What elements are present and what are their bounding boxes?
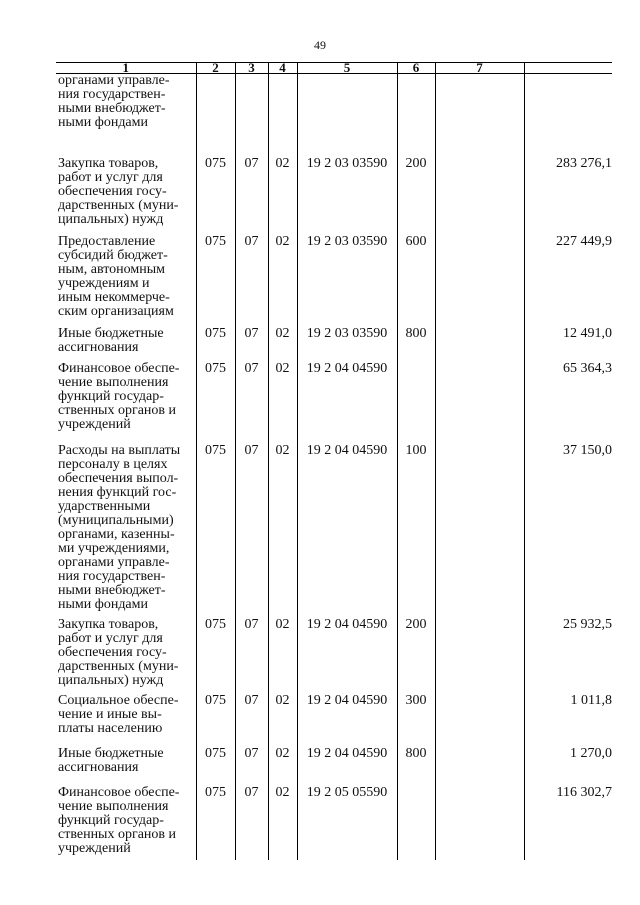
ministry-code-cell: 075 xyxy=(196,321,235,356)
ministry-code-cell: 075 xyxy=(196,780,235,860)
row-name-line: ципальных) нужд xyxy=(58,672,164,688)
expense-type-cell: 200 xyxy=(397,151,435,229)
target-article-cell: 19 2 04 04590 xyxy=(297,438,397,612)
ministry-code-cell: 075 xyxy=(196,151,235,229)
row-name-line: Расходы на выплаты xyxy=(58,442,181,458)
column-header: 1 xyxy=(56,63,196,74)
table-row xyxy=(56,612,612,688)
table-body xyxy=(56,74,612,860)
amount-cell: 227 449,9 xyxy=(524,229,612,321)
column-7-cell xyxy=(435,356,524,438)
subsection-code-cell: 02 xyxy=(268,612,297,688)
row-name-line: обеспечения выпол- xyxy=(58,470,179,486)
row-name-line: ассигнования xyxy=(58,339,139,355)
budget-table xyxy=(56,62,612,860)
target-article-cell: 19 2 04 04590 xyxy=(297,741,397,780)
row-name-line: Финансовое обеспе- xyxy=(58,784,180,800)
row-name-line: Социальное обеспе- xyxy=(58,692,179,708)
row-name-cell xyxy=(56,74,196,151)
subsection-code-cell: 02 xyxy=(268,229,297,321)
row-name-line: Иные бюджетные xyxy=(58,745,164,761)
column-7-cell xyxy=(435,151,524,229)
row-name-cell xyxy=(56,688,196,741)
column-7-cell xyxy=(435,74,524,151)
row-name-line: ударственными xyxy=(58,498,151,514)
subsection-code-cell xyxy=(268,74,297,151)
target-article-cell xyxy=(297,74,397,151)
row-name-cell xyxy=(56,741,196,780)
section-code-cell: 07 xyxy=(235,780,268,860)
column-7-cell xyxy=(435,741,524,780)
section-code-cell: 07 xyxy=(235,612,268,688)
row-name-line: ным, автономным xyxy=(58,261,166,277)
target-article-cell: 19 2 05 05590 xyxy=(297,780,397,860)
row-name-line: (муниципальными) xyxy=(58,512,174,528)
section-code-cell: 07 xyxy=(235,356,268,438)
row-name-line: платы населению xyxy=(58,720,163,736)
row-name-cell xyxy=(56,229,196,321)
row-name-line: органами управле- xyxy=(58,73,170,88)
column-header: 7 xyxy=(435,63,524,74)
ministry-code-cell xyxy=(196,74,235,151)
row-name-line: ми учреждениями, xyxy=(58,540,170,556)
amount-cell: 116 302,7 xyxy=(524,780,612,860)
column-header: 3 xyxy=(235,63,268,74)
row-name-line: чение и иные вы- xyxy=(58,706,162,722)
row-name-line: Закупка товаров, xyxy=(58,155,159,171)
subsection-code-cell: 02 xyxy=(268,688,297,741)
target-article-cell: 19 2 03 03590 xyxy=(297,151,397,229)
expense-type-cell xyxy=(397,780,435,860)
section-code-cell: 07 xyxy=(235,688,268,741)
row-name-cell xyxy=(56,780,196,860)
row-name-line: ния государствен- xyxy=(58,568,166,584)
column-header: 5 xyxy=(297,63,397,74)
amount-cell: 283 276,1 xyxy=(524,151,612,229)
row-name-line: ассигнования xyxy=(58,759,139,775)
expense-type-cell: 800 xyxy=(397,321,435,356)
section-code-cell: 07 xyxy=(235,229,268,321)
row-name-line: обеспечения госу- xyxy=(58,644,167,660)
section-code-cell: 07 xyxy=(235,151,268,229)
table-row xyxy=(56,780,612,860)
ministry-code-cell: 075 xyxy=(196,356,235,438)
target-article-cell: 19 2 03 03590 xyxy=(297,321,397,356)
row-name-line: органами управле- xyxy=(58,554,170,570)
expense-type-cell: 200 xyxy=(397,612,435,688)
row-name-cell xyxy=(56,321,196,356)
row-name-cell xyxy=(56,438,196,612)
ministry-code-cell: 075 xyxy=(196,229,235,321)
column-7-cell xyxy=(435,688,524,741)
section-code-cell: 07 xyxy=(235,438,268,612)
row-name-cell xyxy=(56,151,196,229)
row-name-line: персоналу в целях xyxy=(58,456,168,472)
page-number: 49 xyxy=(314,38,326,52)
row-name-line: дарственных (муни- xyxy=(58,197,179,213)
subsection-code-cell: 02 xyxy=(268,741,297,780)
table-row xyxy=(56,356,612,438)
row-name-line: ными фондами xyxy=(58,596,149,612)
row-name-line: Финансовое обеспе- xyxy=(58,360,180,376)
column-7-cell xyxy=(435,612,524,688)
table-header-row xyxy=(56,63,612,74)
ministry-code-cell: 075 xyxy=(196,688,235,741)
amount-cell xyxy=(524,74,612,151)
target-article-cell: 19 2 04 04590 xyxy=(297,688,397,741)
column-7-cell xyxy=(435,321,524,356)
row-name-cell xyxy=(56,612,196,688)
amount-cell: 25 932,5 xyxy=(524,612,612,688)
row-name-line: ными фондами xyxy=(58,115,149,130)
row-name-line: Предоставление xyxy=(58,233,156,249)
column-7-cell xyxy=(435,229,524,321)
row-name-line: функций государ- xyxy=(58,812,164,828)
column-7-cell xyxy=(435,780,524,860)
target-article-cell: 19 2 04 04590 xyxy=(297,356,397,438)
table-row xyxy=(56,688,612,741)
target-article-cell: 19 2 03 03590 xyxy=(297,229,397,321)
row-name-line: учреждениям и xyxy=(58,275,150,291)
table-row xyxy=(56,74,612,151)
row-name-line: учреждений xyxy=(58,840,131,856)
subsection-code-cell: 02 xyxy=(268,151,297,229)
column-header: 2 xyxy=(196,63,235,74)
expense-type-cell: 100 xyxy=(397,438,435,612)
amount-cell: 1 011,8 xyxy=(524,688,612,741)
row-name-line: субсидий бюджет- xyxy=(58,247,168,263)
section-code-cell: 07 xyxy=(235,741,268,780)
expense-type-cell: 300 xyxy=(397,688,435,741)
row-name-line: функций государ- xyxy=(58,388,164,404)
table-row xyxy=(56,438,612,612)
row-name-line: учреждений xyxy=(58,416,131,432)
row-name-line: работ и услуг для xyxy=(58,630,163,646)
expense-type-cell: 600 xyxy=(397,229,435,321)
row-name-line: ственных органов и xyxy=(58,826,177,842)
ministry-code-cell: 075 xyxy=(196,741,235,780)
row-name-line: обеспечения госу- xyxy=(58,183,167,199)
row-name-line: ственных органов и xyxy=(58,402,177,418)
table-row xyxy=(56,151,612,229)
section-code-cell xyxy=(235,74,268,151)
ministry-code-cell: 075 xyxy=(196,612,235,688)
row-name-line: Закупка товаров, xyxy=(58,616,159,632)
expense-type-cell xyxy=(397,74,435,151)
row-name-line: органами, казенны- xyxy=(58,526,175,542)
row-name-line: Иные бюджетные xyxy=(58,325,164,341)
row-name-line: нения функций гос- xyxy=(58,484,177,500)
row-name-line: работ и услуг для xyxy=(58,169,163,185)
table-row xyxy=(56,741,612,780)
row-name-line: дарственных (муни- xyxy=(58,658,179,674)
amount-cell: 1 270,0 xyxy=(524,741,612,780)
subsection-code-cell: 02 xyxy=(268,356,297,438)
ministry-code-cell: 075 xyxy=(196,438,235,612)
row-name-line: ными внебюджет- xyxy=(58,101,166,116)
subsection-code-cell: 02 xyxy=(268,780,297,860)
row-name-line: чение выполнения xyxy=(58,798,169,814)
table-row xyxy=(56,229,612,321)
row-name-cell xyxy=(56,356,196,438)
expense-type-cell xyxy=(397,356,435,438)
amount-cell: 37 150,0 xyxy=(524,438,612,612)
row-name-line: ским организациям xyxy=(58,303,174,319)
subsection-code-cell: 02 xyxy=(268,438,297,612)
target-article-cell: 19 2 04 04590 xyxy=(297,612,397,688)
amount-cell: 65 364,3 xyxy=(524,356,612,438)
expense-type-cell: 800 xyxy=(397,741,435,780)
section-code-cell: 07 xyxy=(235,321,268,356)
table-row xyxy=(56,321,612,356)
amount-cell: 12 491,0 xyxy=(524,321,612,356)
row-name-line: ными внебюджет- xyxy=(58,582,166,598)
subsection-code-cell: 02 xyxy=(268,321,297,356)
column-header: 4 xyxy=(268,63,297,74)
row-name-line: иным некоммерче- xyxy=(58,289,170,305)
column-header: 6 xyxy=(397,63,435,74)
row-name-line: чение выполнения xyxy=(58,374,169,390)
column-header xyxy=(524,63,612,74)
column-7-cell xyxy=(435,438,524,612)
row-name-line: ципальных) нужд xyxy=(58,211,164,227)
row-name-line: ния государствен- xyxy=(58,87,166,102)
